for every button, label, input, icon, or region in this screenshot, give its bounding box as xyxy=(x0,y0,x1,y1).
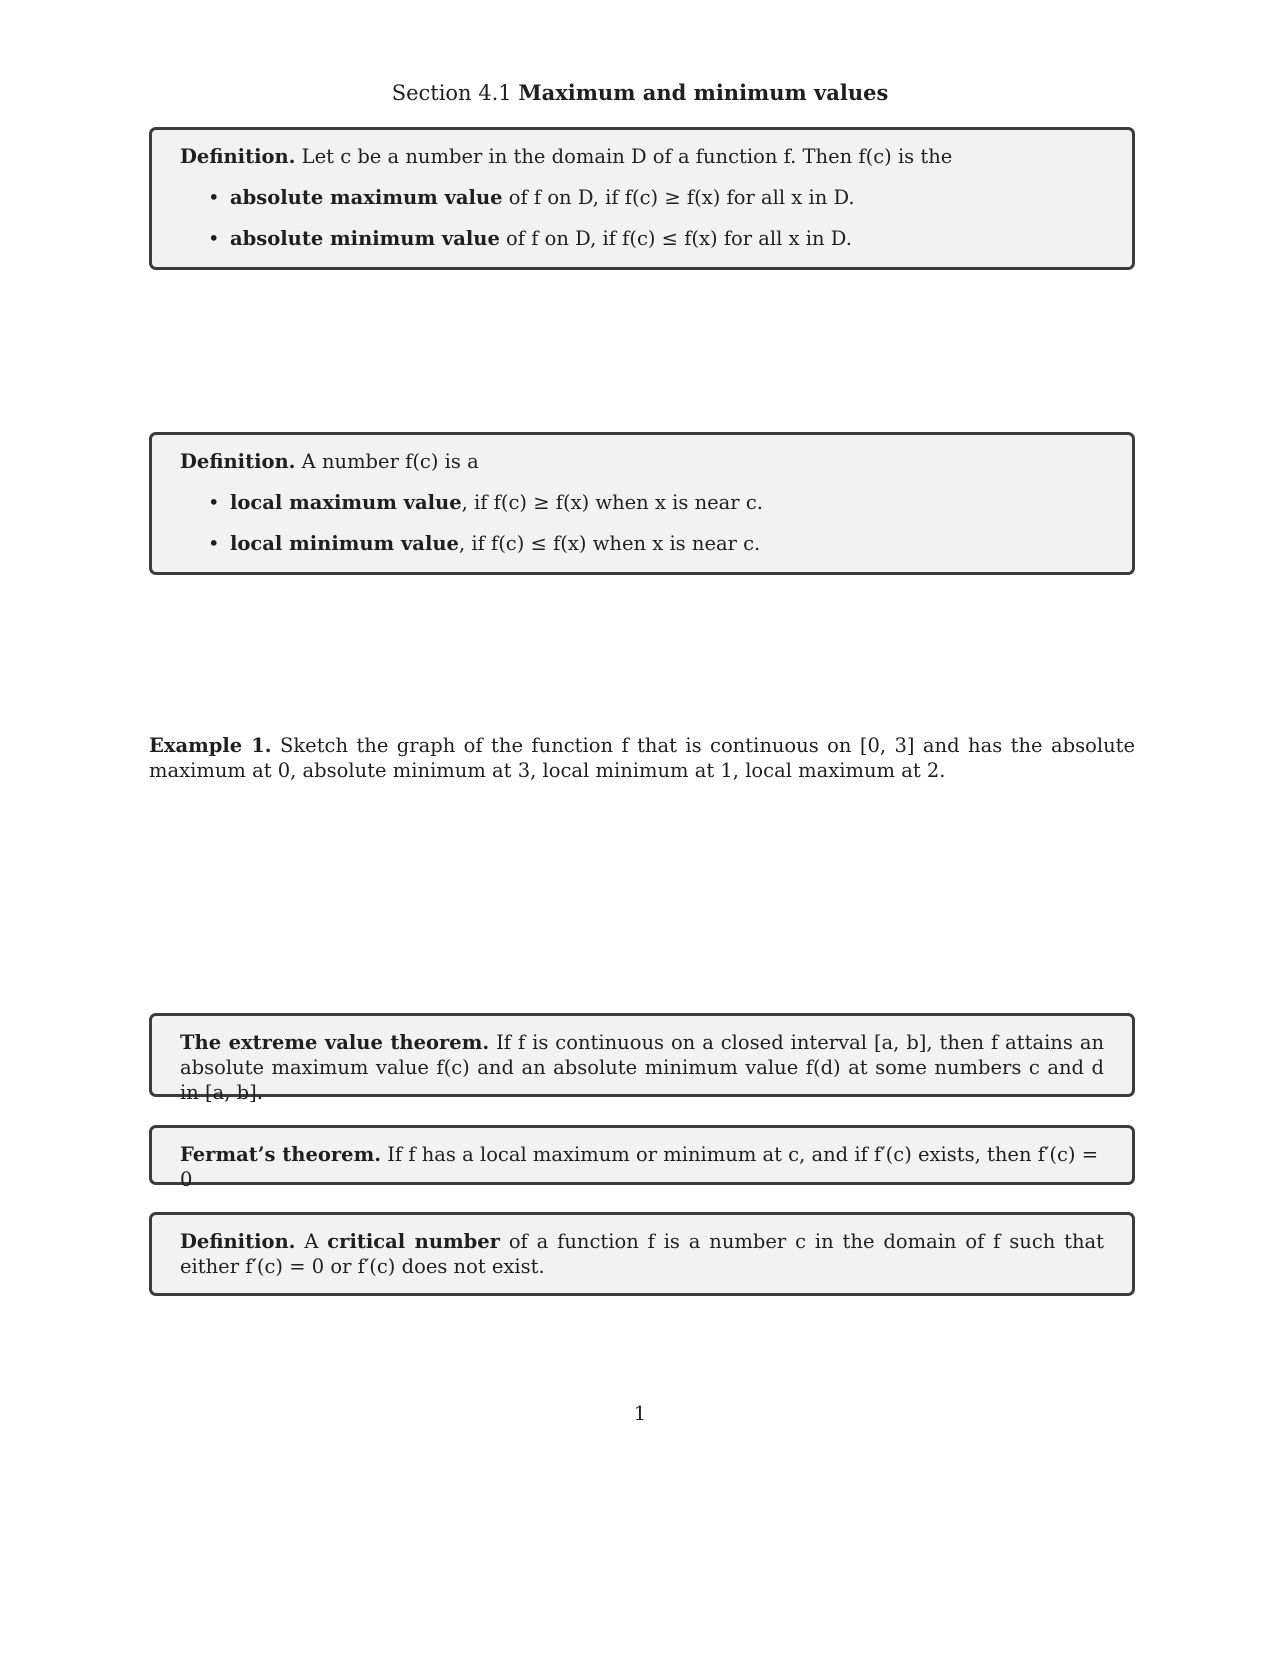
extreme-value-theorem-box xyxy=(149,1013,1135,1104)
theorem-text: If f is continuous on a closed interval [a, b], then f attains an absolute maximum value f(c) and an absolute minimum value f(d) at some numbers c and d in [a, b]. xyxy=(180,1031,1105,1104)
definition-critical-number-box xyxy=(149,1212,1135,1296)
bullet-icon: • xyxy=(208,532,220,555)
theorem-lead: Fermat’s theorem. xyxy=(180,1143,381,1166)
definition-lead: Definition. xyxy=(180,1230,296,1253)
example-1 xyxy=(149,733,1135,783)
section-number: Section 4.1 xyxy=(391,81,512,105)
list-item xyxy=(180,185,1104,210)
bullet-icon: • xyxy=(208,227,220,250)
definition-lead: Definition. xyxy=(180,450,296,473)
page-title xyxy=(0,80,1280,105)
term-absolute-minimum: absolute minimum value xyxy=(230,227,500,250)
list-item xyxy=(180,490,1104,515)
definition-local-extrema-box xyxy=(149,432,1135,575)
term-local-maximum: local maximum value xyxy=(230,491,462,514)
list-item xyxy=(180,226,1104,251)
definition-absolute-extrema-box xyxy=(149,127,1135,270)
bullet-icon: • xyxy=(208,186,220,209)
bullet-icon: • xyxy=(208,491,220,514)
list-item-text: , if f(c) ≥ f(x) when x is near c. xyxy=(461,491,763,514)
fermat-theorem-box xyxy=(149,1125,1135,1191)
term-absolute-maximum: absolute maximum value xyxy=(230,186,503,209)
theorem-text: If f has a local maximum or minimum at c, and if f′(c) exists, then f′(c) = 0 xyxy=(180,1143,1099,1191)
definition-intro: A number f(c) is a xyxy=(301,450,479,473)
definition-intro: Let c be a number in the domain D of a function f. Then f(c) is the xyxy=(301,145,953,168)
list-item-text: of f on D, if f(c) ≥ f(x) for all x in D. xyxy=(502,186,855,209)
list-item-text: , if f(c) ≤ f(x) when x is near c. xyxy=(458,532,761,555)
example-text: Sketch the graph of the function f that is continuous on [0, 3] and has the absolute maximum at 0, absolute minimum at 3, local minimum at 1, local maximum at 2. xyxy=(149,734,1136,782)
list-item-text: of f on D, if f(c) ≤ f(x) for all x in D. xyxy=(499,227,852,250)
term-critical-number: critical number xyxy=(327,1230,500,1253)
definition-text-before: A xyxy=(304,1230,328,1253)
definition-list xyxy=(180,185,1104,251)
example-lead: Example 1. xyxy=(149,734,272,757)
definition-lead: Definition. xyxy=(180,145,296,168)
theorem-lead: The extreme value theorem. xyxy=(180,1031,490,1054)
section-title: Maximum and minimum values xyxy=(518,80,889,105)
definition-text-after: of a function f is a number c in the domain of f such that either f′(c) = 0 or f′(c) does not exist. xyxy=(180,1230,1105,1278)
list-item xyxy=(180,531,1104,556)
page-number: 1 xyxy=(633,1402,647,1425)
term-local-minimum: local minimum value xyxy=(230,532,459,555)
definition-list xyxy=(180,490,1104,556)
